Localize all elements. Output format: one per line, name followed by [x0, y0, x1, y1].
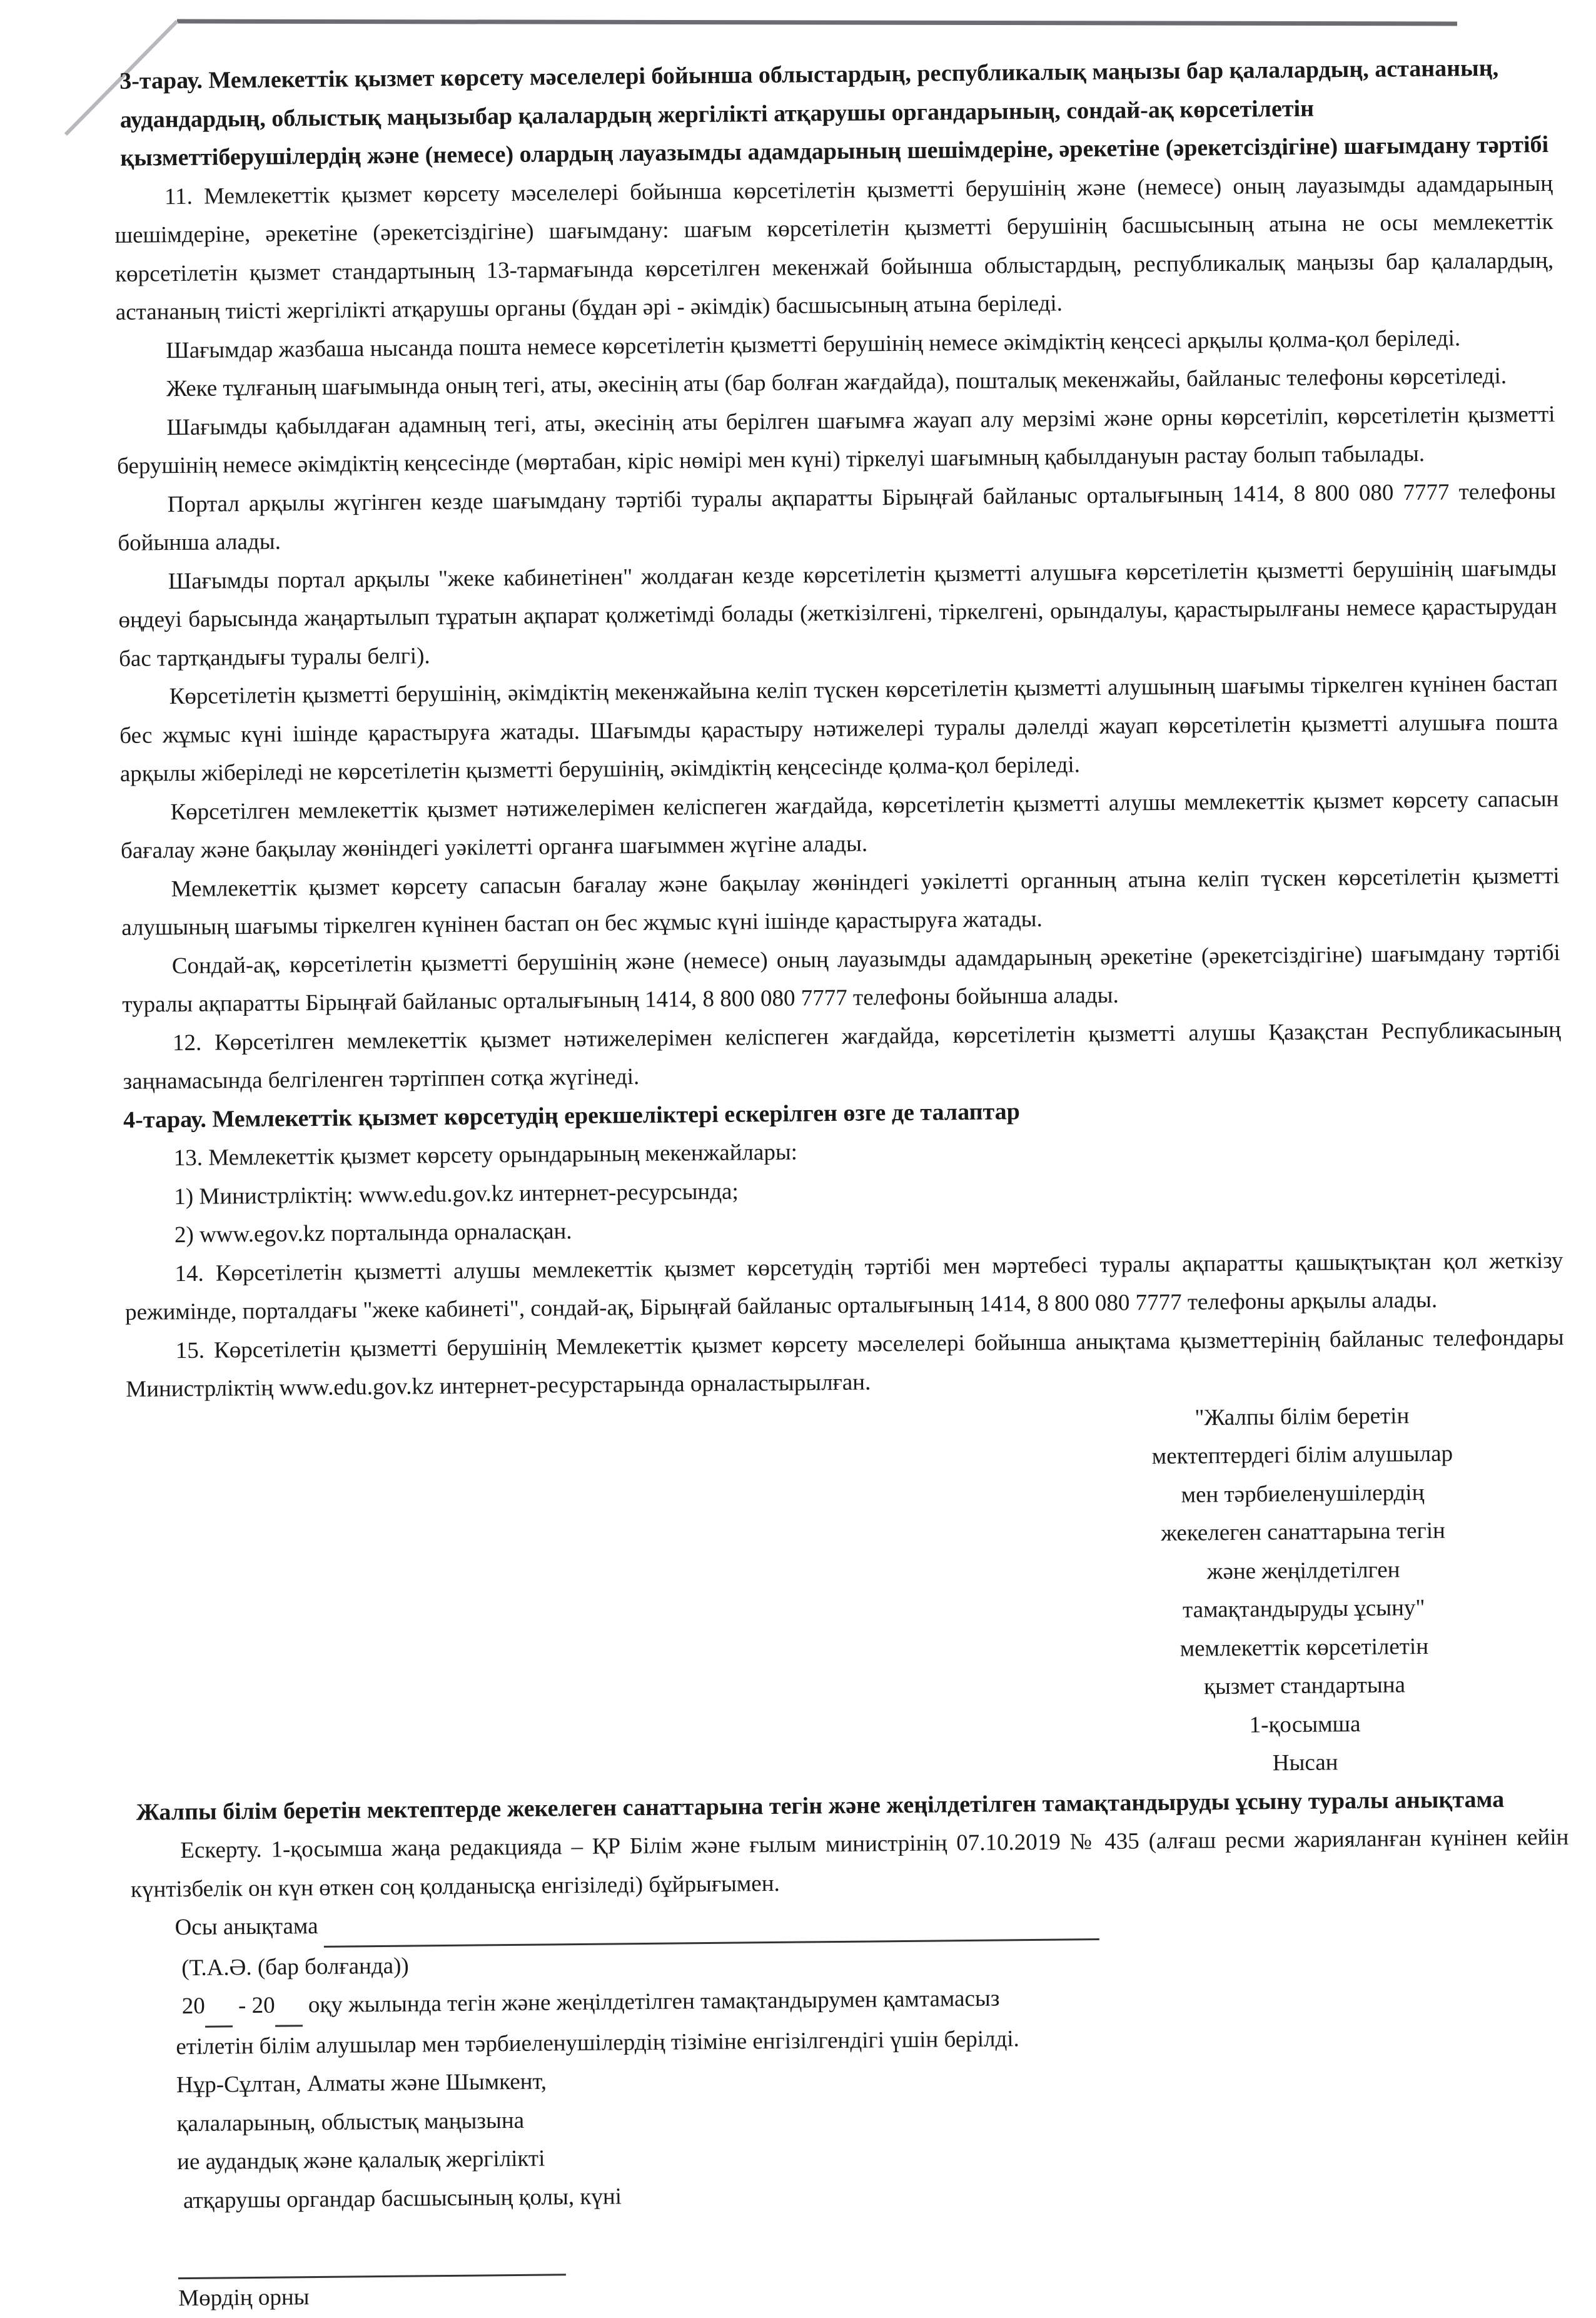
- annex-form-label: Нысан: [1272, 1749, 1338, 1776]
- name-blank-field[interactable]: [323, 1900, 1099, 1947]
- form-note: Ескерту. 1-қосымша жаңа редакцияда – ҚР Білім және ғылым министрінің 07.10.2019 № 435 (алғаш ресми жарияланған күнінен кейін күнтізбелік он күн өткен соң қолданысқа енгізіледі) бұйрығымен.: [130, 1824, 1569, 1903]
- signature-line-3: ие аудандық және қалалық жергілікті: [176, 2145, 545, 2175]
- paragraph-13: 13. Мемлекеттік қызмет көрсету орындарының мекенжайлары:: [173, 1139, 798, 1172]
- year-start-blank[interactable]: [205, 1986, 233, 2027]
- annex-line: және жеңілдетілген: [1206, 1556, 1400, 1584]
- paragraph-complaint-acceptance: Шағымды қабылдаған адамның тегі, аты, әкесінің аты берілген шағымға жауап алу мерзімі және орны көрсетіліп, көрсетілетін қызметті берушінің немесе әкімдіктің кеңсесінде (мөртабан, кіріс нөмірі мен күні) тіркелуі шағымның қабылдануын растау болып табылады.: [116, 401, 1555, 479]
- year-end-blank[interactable]: [275, 1986, 303, 2027]
- annex-line: тамақтандыруды ұсыну": [1182, 1594, 1425, 1623]
- annex-wrapper: [126, 1395, 1568, 1793]
- section-3-heading: 3-тарау. Мемлекеттік қызмет көрсету мәселелері бойынша облыстардың, республикалық маңызы бар қалалардың, астананың, аудандардың, облыстық маңызыбар қалалардың жергілікті атқарушы органдарының, сондай-ақ көрсетілетін қызметтіберушілердің және (немесе) олардың лауазымды адамдарының шешімдеріне, әрекетіне (әрекетсіздігіне) шағымдану тәртібі: [119, 54, 1549, 171]
- annex-line: жекелеген санаттарына тегін: [1161, 1517, 1446, 1547]
- signature-line-1: Нұр-Сұлтан, Алматы және Шымкент,: [176, 2068, 547, 2098]
- document-page: [113, 0, 1573, 2318]
- fio-label: (Т.А.Ә. (бар болғанда)): [181, 1953, 409, 1981]
- paragraph-14: 14. Көрсетілетін қызметті алушы мемлекеттік қызмет көрсетудің тәртібі мен мәртебесі туралы ақпаратты қашықтықтан қол жеткізу режимінде, порталдағы "жеке кабинеті", сондай-ақ, Бірыңғай байланыс орталығының 1414, 8 800 080 7777 телефоны арқылы алады.: [124, 1247, 1563, 1325]
- signature-line-4: атқарушы органдар басшысының қолы, күні: [177, 2183, 622, 2214]
- paragraph-authority-review: Мемлекеттік қызмет көрсету сапасын бағалау және бақылау жөніндегі уәкілетті органның атына келіп түскен көрсетілетін қызметті алушының шағымы тіркелген күнінен бастап он бес жұмыс күні ішінде қарастыруға жатады.: [121, 863, 1560, 941]
- annex-line: "Жалпы білім беретін: [1194, 1402, 1410, 1430]
- paragraph-disagreement: Көрсетілген мемлекеттік қызмет нәтижелерімен келіспеген жағдайда, көрсетілетін қызметті алушы мемлекеттік қызмет көрсету сапасын бағалау және бақылау жөніндегі уәкілетті органға шағыммен жүгіне алады.: [120, 786, 1559, 864]
- section-4-heading: 4-тарау. Мемлекеттік қызмет көрсетудің ерекшеліктері ескерілген өзге де талаптар: [123, 1098, 1020, 1133]
- annex-reference: [1102, 1395, 1506, 1784]
- stamp-label: Мөрдің орны: [178, 2284, 310, 2311]
- annex-line: қызмет стандартына: [1203, 1672, 1406, 1700]
- paragraph-personal-cabinet: Шағымды портал арқылы "жеке кабинетінен" жолдаған кезде көрсетілетін қызметті алушыға көрсетілетін қызметті берушінің шағымды өңдеуі барысында жаңартылып тұратын ақпарат қолжетімді болады (жеткізілгені, тіркелгені, орындалуы, қарастырылғаны немесе қарастырудан бас тартқандығы туралы белгі).: [118, 555, 1557, 672]
- certificate-label: Осы анықтама: [174, 1913, 318, 1941]
- annex-line: мектептердегі білім алушылар: [1151, 1440, 1453, 1470]
- paragraph-12: 12. Көрсетілген мемлекеттік қызмет нәтижелерімен келіспеген жағдайда, көрсетілетін қызметті алушы Қазақстан Республикасының заңнамасында белгіленген тәртіппен сотқа жүгінеді.: [123, 1016, 1562, 1095]
- annex-line: мемлекеттік көрсетілетін: [1179, 1633, 1429, 1662]
- address-item-egov: 2) www.egov.kz порталында орналасқан.: [174, 1218, 572, 1248]
- year-suffix: оқу жылында тегін және жеңілдетілген тамақтандырумен қамтамасыз: [302, 1985, 1000, 2018]
- paragraph-complaints-form: Шағымдар жазбаша нысанда пошта немесе көрсетілетін қызметті берушінің немесе әкімдіктің кеңсесі арқылы қолма-қол беріледі.: [166, 325, 1461, 363]
- year-prefix: 20: [181, 1993, 205, 2020]
- year-mid: - 20: [232, 1992, 275, 2019]
- signature-line-2: қалаларының, облыстық маңызына: [176, 2107, 525, 2137]
- annex-line: 1-қосымша: [1249, 1711, 1361, 1738]
- paragraph-11: 11. Мемлекеттік қызмет көрсету мәселелері бойынша көрсетілетін қызметті берушінің және (немесе) оның лауазымды адамдарының шешімдеріне, әрекетіне (әрекетсіздігіне) шағымдану: шағым көрсетілетін қызметті берушінің басшысының атына не осы мемлекеттік көрсетілетін қызмет стандартының 13-тармағында көрсетілген мекенжай бойынша облыстардың, республикалық маңызы бар қалалардың, астананың тиісті жергілікті атқарушы органы (бұдан әрі - әкімдік) басшысының атына беріледі.: [114, 170, 1554, 325]
- annex-line: мен тәрбиеленушілердің: [1181, 1479, 1425, 1508]
- issued-line: етілетін білім алушылар мен тәрбиеленушілердің тізіміне енгізілгендігі үшін берілді.: [176, 2025, 1020, 2060]
- paragraph-portal-info: Портал арқылы жүгінген кезде шағымдану тәртібі туралы ақпаратты Бірыңғай байланыс орталығының 1414, 8 800 080 7777 телефоны бойынша алады.: [118, 478, 1556, 556]
- signature-blank-field[interactable]: [178, 2235, 566, 2279]
- certificate-form: [131, 1895, 1573, 2318]
- paragraph-also-info: Сондай-ақ, көрсетілетін қызметті берушінің және (немесе) оның лауазымды адамдарының әрекетіне (әрекетсіздігіне) шағымдану тәртібі туралы ақпаратты Бірыңғай байланыс орталығының 1414, 8 800 080 7777 телефоны бойынша алады.: [122, 939, 1560, 1018]
- paragraph-15: 15. Көрсетілетін қызметті берушінің Мемлекеттік қызмет көрсету мәселелері бойынша анықтама қызметтерінің байланыс телефондары Министрліктің www.edu.gov.kz интернет-ресурстарында орналастырылған.: [126, 1324, 1564, 1402]
- form-title: Жалпы білім беретін мектептерде жекелеген санаттарына тегін және жеңілдетілген тамақтандыруды ұсыну туралы анықтама: [136, 1786, 1505, 1826]
- paragraph-review-period: Көрсетілетін қызметті берушінің, әкімдіктің мекенжайына келіп түскен көрсетілетін қызметті алушының шағымы тіркелген күнінен бастап бес жұмыс күні ішінде қарастыруға жатады. Шағымды қарастыру нәтижелері туралы дәлелді жауап көрсетілетін қызметті алушыға пошта арқылы жіберіледі не көрсетілетін қызметті берушінің, әкімдіктің кеңсесінде қолма-қол беріледі.: [119, 670, 1558, 787]
- paragraph-complaint-contents: Жеке тұлғаның шағымында оның тегі, аты, әкесінің аты (бар болған жағдайда), пошталық мекенжайы, байланыс телефоны көрсетіледі.: [166, 363, 1507, 402]
- address-item-ministry: 1) Министрліктің: www.edu.gov.kz интернет-ресурсында;: [174, 1178, 739, 1210]
